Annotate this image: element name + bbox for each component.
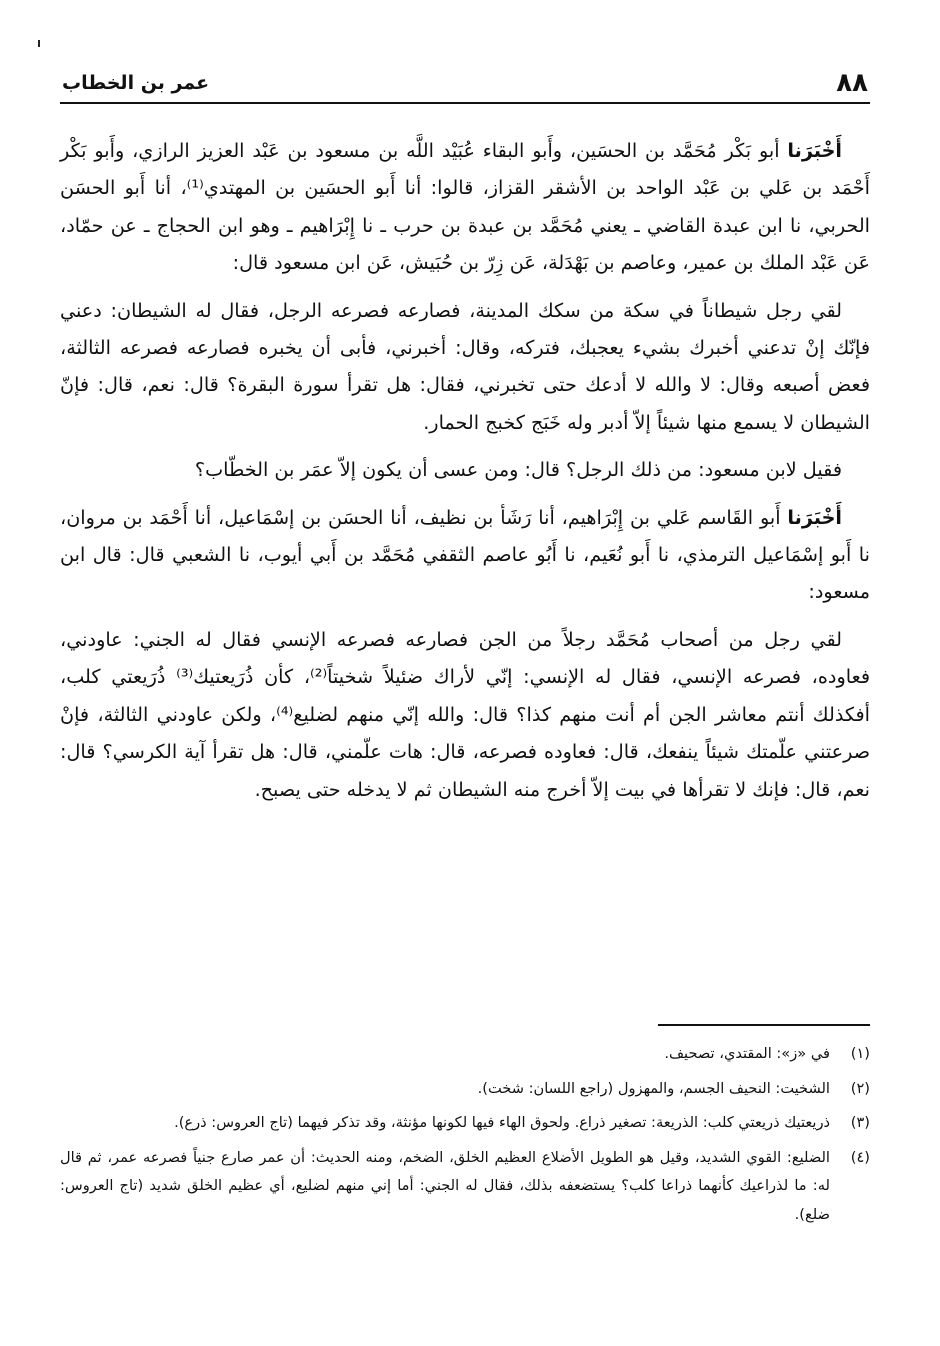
footnote-text: الضليع: القوي الشديد، وقيل هو الطويل الأضلاع العظيم الخلق، الضخم، ومنه الحديث: أن عمر صارع جنياً فصرعه عمر، ثم قال له: ما لذراعيك كأنهما ذراعا كلب؟ يستضعفه بذلك، فقال له الجني: أما إني منهم لضليع، أي عظيم الخلق شديد (تاج العروس: ضلع). — [60, 1148, 830, 1223]
paragraph-lead: أَخْبَرَنا — [787, 505, 842, 529]
paragraph-text: أَبو القَاسم عَلي بن إِبْرَاهيم، أنا رَشَأ بن نظيف، أنا الحسَن بن إسْمَاعيل، أنا أَحْمَد بن مروان، نا أَبو إسْمَاعيل الترمذي، نا أَبو نُعَيم، نا أَبُو عاصم الثقفي مُحَمَّد بن أَبي أيوب، نا الشعبي قال: قال ابن مسعود: — [60, 505, 870, 604]
footnote-number: (٢) — [850, 1079, 870, 1097]
footnotes — [60, 1040, 870, 1235]
paragraph-2 — [60, 292, 870, 442]
paragraph-text: لقي رجل من أصحاب مُحَمَّد رجلاً من الجن فصارعه فصرعه الإنسي فقال له الجني: عاودني، فعاوده، فصرعه الإنسي، فقال له الإنسي: إنّي لأراك ضئيلاً شخيتاً⁽²⁾، كأن ذُرَيعتيك⁽³⁾ ذُرَيعتي كلب، أفكذلك أنتم معاشر الجن أم أنت منهم كذا؟ قال: والله إنّي منهم لضليع⁽⁴⁾، ولكن عاودني الثالثة، فإنْ صرعتني علّمتك شيئاً ينفعك، قال: فعاوده فصرعه، قال: هات علّمني، قال: هل تقرأ آية الكرسي؟ قال: نعم، قال: فإنك لا تقرأها في بيت إلاّ أخرج منه الشيطان ثم لا يدخله حتى يصبح. — [60, 627, 870, 801]
footnote-4 — [60, 1144, 870, 1230]
footnote-number: (١) — [850, 1045, 870, 1062]
paragraph-4 — [60, 499, 870, 611]
running-title: عمر بن الخطاب — [62, 72, 210, 94]
footnote-text: في «ز»: المقتدي، تصحيف. — [664, 1045, 830, 1062]
footnote-text: ذريعتيك ذريعتي كلب: الذريعة: تصغير ذراع. ولحوق الهاء فيها لكونها مؤنثة، وقد تذكر فيهما (تاج العروس: ذرع). — [174, 1114, 830, 1131]
page-number: ٨٨ — [836, 68, 868, 98]
paragraph-text: فقيل لابن مسعود: من ذلك الرجل؟ قال: ومن عسى أن يكون إلاّ عمَر بن الخطّاب؟ — [194, 458, 842, 482]
footnote-1 — [60, 1040, 870, 1069]
paragraph-text: لقي رجل شيطاناً في سكة من سكك المدينة، فصارعه فصرعه الرجل، فقال له الشيطان: دعني فإنّك إنْ تدعني أخبرك بشيء يعجبك، فتركه، وقال: أخبرني، فأبى أن يخبره فصارعه فصرعه الثالثة، فعض أصبعه وقال: لا والله لا أدعك حتى تخبرني، فقال: هل تقرأ سورة البقرة؟ قال: نعم، قال: فإنّ الشيطان لا يسمع منها شيئاً إلاّ أدبر وله خَبَج كخبج الحمار. — [60, 298, 870, 434]
footnote-divider — [658, 1024, 870, 1026]
footnote-text: الشخيت: النحيف الجسم، والمهزول (راجع اللسان: شخت). — [477, 1079, 830, 1097]
paragraph-lead: أَخْبَرَنا — [787, 139, 842, 162]
paragraph-1 — [60, 132, 870, 282]
page-header — [60, 66, 870, 104]
main-text — [60, 132, 870, 818]
footnote-number: (٣) — [850, 1114, 870, 1131]
paragraph-text: أبو بَكْر مُحَمَّد بن الحسَين، وأَبو البقاء عُبَيْد اللَّه بن مسعود بن عَبْد العزيز الرازي، وأَبو بَكْر أَحْمَد بن عَلي بن عَبْد الواحد بن الأشقر القزاز، قالوا: أنا أَبو الحسَين بن المهتدي⁽¹⁾، أنا أَبو الحسَن الحربي، نا ابن عبدة القاضي ـ يعني مُحَمَّد بن عبدة بن حرب ـ نا إِبْرَاهيم ـ وهو ابن الحجاج ـ عن حمّاد، عَن عَبْد الملك بن عمير، وعاصم بن بَهْدَلة، عَن زِرّ بن حُبَيش، عَن ابن مسعود قال: — [60, 139, 870, 275]
margin-mark — [38, 40, 40, 47]
footnote-number: (٤) — [850, 1148, 870, 1166]
paragraph-3 — [60, 451, 870, 488]
footnote-2 — [60, 1075, 870, 1104]
paragraph-5 — [60, 621, 870, 808]
footnote-3 — [60, 1109, 870, 1138]
